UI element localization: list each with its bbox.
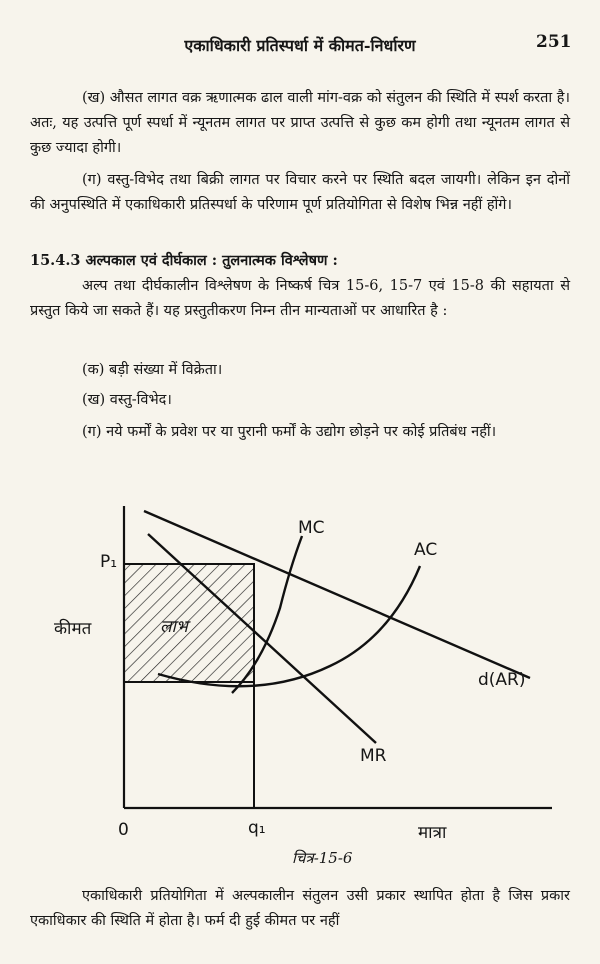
paragraph-1: (ख) औसत लागत वक्र ऋणात्मक ढाल वाली मांग-वक्र को संतुलन की स्थिति में स्पर्श करता है। अतः, यह उत्पत्ति पूर्ण स्पर्धा में न्यूनतम लागत पर प्राप्त उत्पत्ति से कुछ कम होगी तथा न्यूनतम लागत से कुछ ज्यादा होगी।: [30, 90, 570, 156]
list-item-kh: (ख) वस्तु-विभेद।: [82, 392, 172, 408]
origin-label: 0: [118, 820, 129, 840]
section-heading: 15.4.3 अल्पकाल एवं दीर्घकाल : तुलनात्मक विश्लेषण :: [30, 252, 338, 269]
paragraph-3: अल्प तथा दीर्घकालीन विश्लेषण के निष्कर्ष चित्र 15-6, 15-7 एवं 15-8 की सहायता से प्रस्तुत किये जा सकते हैं। यह प्रस्तुतीकरण निम्न तीन मान्यताओं पर आधारित है :: [30, 278, 570, 319]
profit-area: [124, 564, 254, 682]
paragraph-2: (ग) वस्तु-विभेद तथा बिक्री लागत पर विचार करने पर स्थिति बदल जायगी। लेकिन इन दोनों की अनुपस्थिति में एकाधिकारी प्रतिस्पर्धा के परिणाम पूर्ण प्रतियोगिता से विशेष भिन्न नहीं होंगे।: [30, 172, 570, 213]
profit-label: लाभ: [160, 617, 188, 637]
ac-label: AC: [414, 540, 438, 560]
figure-15-6: [0, 478, 600, 878]
list-item-k: (क) बड़ी संख्या में विक्रेता।: [82, 362, 223, 378]
list-item-g: (ग) नये फर्मों के प्रवेश पर या पुरानी फर्मों के उद्योग छोड़ने पर कोई प्रतिबंध नहीं।: [82, 424, 497, 440]
mr-label: MR: [360, 746, 387, 766]
page-number: 251: [536, 32, 572, 52]
q1-label: q₁: [248, 818, 266, 838]
paragraph-4: एकाधिकारी प्रतियोगिता में अल्पकालीन संतुलन उसी प्रकार स्थापित होता है जिस प्रकार एकाधिकार की स्थिति में होता है। फर्म दी हुई कीमत पर नहीं: [30, 888, 570, 929]
page-header-title: एकाधिकारी प्रतिस्पर्धा में कीमत-निर्धारण: [184, 36, 416, 55]
mc-label: MC: [298, 518, 325, 538]
price-axis-label: कीमत: [54, 619, 92, 639]
quantity-axis-label: मात्रा: [418, 823, 447, 843]
demand-label: d(AR): [478, 670, 526, 690]
figure-caption: चित्र-15-6: [292, 849, 353, 867]
p1-label: P₁: [100, 552, 118, 572]
